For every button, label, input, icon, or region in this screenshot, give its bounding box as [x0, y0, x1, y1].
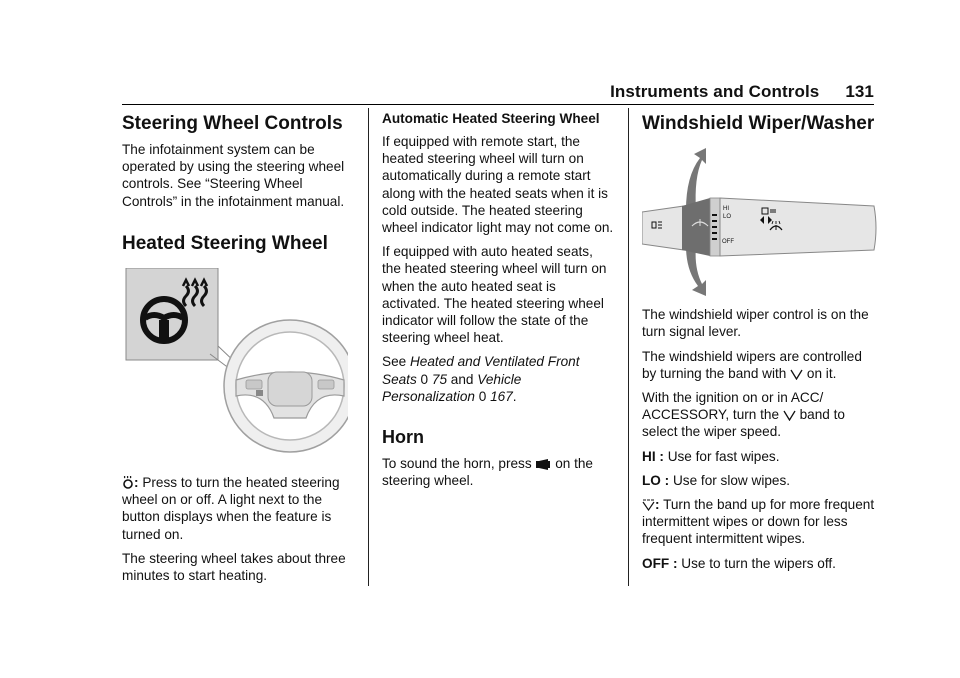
paragraph: If equipped with remote start, the heated steering wheel will turn on automatically during a remote start along with the heated seats when it is cold outside. The heated steering wheel indicator light may not come on. [382, 134, 614, 236]
speed-lo: LO : Use for slow wipes. [642, 472, 791, 488]
intermittent-wiper-icon [642, 499, 655, 511]
section-heading: Windshield Wiper/Washer [642, 113, 875, 134]
lever-label-lo: LO [723, 214, 732, 220]
header-rule [122, 104, 874, 105]
intermittent-wiper-icon [783, 410, 796, 421]
subheading: Automatic Heated Steering Wheel [382, 111, 600, 126]
paragraph: If equipped with auto heated seats, the heated steering wheel will turn on when the auto heated seat is activated. The heated steering wheel indicator will follow the state of the steering wheel heat. [382, 244, 607, 346]
horn-icon [535, 459, 551, 470]
and-label: and [450, 371, 474, 387]
page-header [610, 82, 874, 102]
intermittent-wiper-icon [790, 369, 803, 380]
speed-off: OFF : Use to turn the wipers off. [642, 555, 836, 571]
lever-label-hi: HI [723, 206, 729, 212]
page-ref-167[interactable]: 167 [490, 388, 513, 404]
paragraph: The windshield wiper control is on the turn signal lever. [642, 307, 869, 340]
link-vehicle-personalization[interactable]: Vehicle Personalization [382, 371, 522, 404]
speed-intermittent: : Turn the band up for more frequent intermittent wipes or down for less frequent intermittent wipes. [642, 497, 875, 547]
paragraph: The steering wheel takes about three minutes to start heating. [122, 550, 346, 584]
column-2 [382, 108, 614, 489]
heated-steering-wheel-icon [122, 476, 134, 489]
section-heading: Heated Steering Wheel [122, 232, 328, 254]
column-divider [368, 108, 369, 586]
column-divider [628, 108, 629, 586]
ignition-paragraph: With the ignition on or in ACC/ ACCESSORY, turn the band to select the wiper speed. [642, 390, 845, 440]
period: . [512, 388, 517, 404]
section-title: Instruments and Controls [610, 82, 820, 101]
ref-arrow: 0 [478, 388, 487, 404]
ref-arrow: 0 [420, 371, 429, 387]
column-3 [642, 108, 878, 572]
section-heading: Steering Wheel Controls [122, 113, 343, 134]
column-1 [122, 108, 356, 584]
wiper-lever-figure [642, 148, 878, 302]
speed-hi: HI : Use for fast wipes. [642, 448, 780, 464]
section-heading: Horn [382, 427, 424, 448]
heated-steering-wheel-figure [124, 268, 356, 464]
item-text: Press to turn the heated steering wheel on or off. A light next to the button displays when the feature is turned on. [122, 475, 340, 542]
see-label: See [382, 354, 407, 370]
page-number: 131 [845, 82, 874, 101]
steering-wheel-illustration [224, 320, 348, 452]
band-paragraph: The windshield wipers are controlled by turning the band with on it. [642, 348, 862, 381]
see-references [382, 353, 614, 405]
paragraph: The infotainment system can be operated by using the steering wheel controls. See “Steering Wheel Controls” in the infotainment manual. [122, 142, 345, 209]
link-heated-seats[interactable]: Heated and Ventilated Front Seats [382, 354, 580, 387]
page-ref-75[interactable]: 75 [431, 371, 448, 387]
heated-wheel-button-description [122, 474, 356, 543]
item-separator: : [134, 475, 139, 491]
horn-paragraph: To sound the horn, press on the steering wheel. [382, 456, 593, 489]
lever-label-off: OFF [722, 239, 734, 245]
